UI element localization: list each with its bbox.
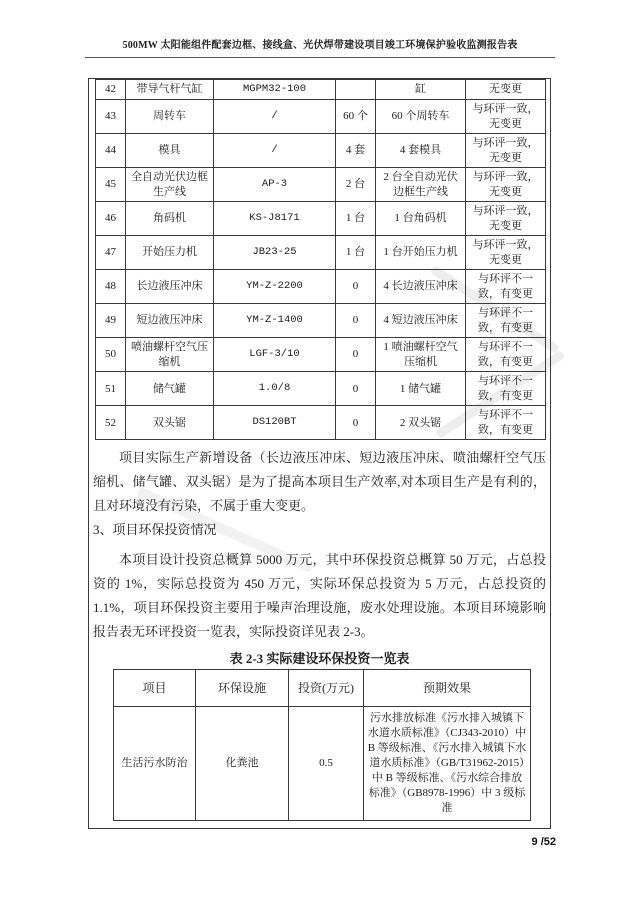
- cell-quantity: [336, 80, 376, 100]
- cell-quantity: 0: [336, 338, 376, 372]
- cell-actual-equipment: 2 双头锯: [376, 406, 466, 440]
- cell-quantity: 0: [336, 406, 376, 440]
- table-row: [96, 406, 546, 440]
- cell-actual-equipment: 60 个周转车: [376, 100, 466, 134]
- cell-quantity: 1 台: [336, 202, 376, 236]
- section-3-title: 3、项目环保投资情况: [93, 522, 217, 538]
- cell-effect: 污水排放标准《污水排入城镇下水道水质标准》（CJ343-2010）中 B 等级标准、《污水排入城镇下水道水质标准》（GB/T31962-2015）中 B 等级标准、《污水综合排放标准》（GB8978-1996）中 3 级标准: [364, 707, 531, 821]
- cell-equipment-name: 长边液压冲床: [126, 270, 214, 304]
- cell-row-number: 49: [96, 304, 126, 338]
- cell-model: MGPM32-100: [214, 80, 336, 100]
- table-row: [96, 80, 546, 100]
- cell-actual-equipment: 4 长边液压冲床: [376, 270, 466, 304]
- cell-investment: 0.5: [289, 707, 364, 821]
- cell-row-number: 48: [96, 270, 126, 304]
- table-row: [96, 100, 546, 134]
- cell-actual-equipment: 2 台全自动光伏边框生产线: [376, 168, 466, 202]
- cell-model: YM-Z-1400: [214, 304, 336, 338]
- cell-row-number: 52: [96, 406, 126, 440]
- cell-equipment-name: 双头锯: [126, 406, 214, 440]
- investment-table: [113, 669, 531, 821]
- cell-actual-equipment: 4 套模具: [376, 134, 466, 168]
- cell-change-status: 无变更: [466, 80, 546, 100]
- cell-actual-equipment: 缸: [376, 80, 466, 100]
- cell-equipment-name: 储气罐: [126, 372, 214, 406]
- paragraph-equipment-change: 项目实际生产新增设备（长边液压冲床、短边液压冲床、喷油螺杆空气压缩机、储气罐、双头锯）是为了提高本项目生产效率,对本项目生产是有利的，且对环境没有污染，不属于重大变更。: [93, 450, 546, 514]
- cell-equipment-name: 短边液压冲床: [126, 304, 214, 338]
- table-row: [96, 304, 546, 338]
- cell-actual-equipment: 4 短边液压冲床: [376, 304, 466, 338]
- cell-change-status: 与环评不一致，有变更: [466, 270, 546, 304]
- cell-change-status: 与环评一致，无变更: [466, 168, 546, 202]
- cell-model: LGF-3/10: [214, 338, 336, 372]
- cell-change-status: 与环评一致，无变更: [466, 100, 546, 134]
- paragraph-investment: 本项目设计投资总概算 5000 万元，其中环保投资总概算 50 万元，占总投资的 1%，实际总投资为 450 万元，实际环保总投资为 5 万元，占总投资的 1.1%，项目环保投资主要用于噪声治理设施，废水处理设施。本项目环境影响报告表无环评投资一览表，实际投资详见表 2-3。: [93, 552, 546, 640]
- cell-change-status: 与环评不一致，有变更: [466, 372, 546, 406]
- table-row: [96, 202, 546, 236]
- cell-model: 1.0/8: [214, 372, 336, 406]
- table-header-row: [114, 670, 531, 707]
- table-row: [96, 338, 546, 372]
- header-facility: 环保设施: [196, 670, 289, 707]
- cell-quantity: 1 台: [336, 236, 376, 270]
- cell-model: YM-Z-2200: [214, 270, 336, 304]
- table-row: [96, 270, 546, 304]
- cell-row-number: 44: [96, 134, 126, 168]
- cell-equipment-name: 模具: [126, 134, 214, 168]
- cell-change-status: 与环评不一致，有变更: [466, 304, 546, 338]
- cell-equipment-name: 周转车: [126, 100, 214, 134]
- table-row: [96, 372, 546, 406]
- cell-change-status: 与环评一致，无变更: [466, 236, 546, 270]
- cell-change-status: 与环评一致，无变更: [466, 202, 546, 236]
- header-investment: 投资(万元): [289, 670, 364, 707]
- table-row: [96, 236, 546, 270]
- cell-model: /: [214, 100, 336, 134]
- cell-change-status: 与环评不一致，有变更: [466, 406, 546, 440]
- equipment-table-body: [96, 80, 546, 440]
- cell-row-number: 45: [96, 168, 126, 202]
- cell-change-status: 与环评一致，无变更: [466, 134, 546, 168]
- cell-equipment-name: 喷油螺杆空气压缩机: [126, 338, 214, 372]
- cell-model: DS120BT: [214, 406, 336, 440]
- report-form-frame: [88, 78, 551, 829]
- cell-quantity: 0: [336, 372, 376, 406]
- cell-actual-equipment: 1 储气罐: [376, 372, 466, 406]
- cell-model: /: [214, 134, 336, 168]
- cell-model: AP-3: [214, 168, 336, 202]
- cell-row-number: 51: [96, 372, 126, 406]
- cell-quantity: 0: [336, 270, 376, 304]
- cell-row-number: 42: [96, 80, 126, 100]
- cell-equipment-name: 角码机: [126, 202, 214, 236]
- table-row: [96, 134, 546, 168]
- document-header-title: 500MW 太阳能组件配套边框、接线盒、光伏焊带建设项目竣工环境保护验收监测报告表: [85, 36, 555, 58]
- cell-quantity: 60 个: [336, 100, 376, 134]
- table-2-3-caption: 表 2-3 实际建设环保投资一览表: [229, 651, 410, 667]
- cell-row-number: 43: [96, 100, 126, 134]
- cell-model: JB23-25: [214, 236, 336, 270]
- cell-row-number: 47: [96, 236, 126, 270]
- cell-quantity: 0: [336, 304, 376, 338]
- cell-quantity: 2 台: [336, 168, 376, 202]
- header-effect: 预期效果: [364, 670, 531, 707]
- header-project: 项目: [114, 670, 196, 707]
- cell-actual-equipment: 1 台角码机: [376, 202, 466, 236]
- page-number: 9 /52: [531, 836, 556, 848]
- cell-row-number: 50: [96, 338, 126, 372]
- cell-equipment-name: 全自动光伏边框生产线: [126, 168, 214, 202]
- cell-actual-equipment: 1 台开始压力机: [376, 236, 466, 270]
- cell-quantity: 4 套: [336, 134, 376, 168]
- cell-actual-equipment: 1 喷油螺杆空气压缩机: [376, 338, 466, 372]
- equipment-table: [95, 79, 546, 440]
- table-row: [114, 707, 531, 821]
- cell-model: KS-J8171: [214, 202, 336, 236]
- cell-row-number: 46: [96, 202, 126, 236]
- cell-change-status: 与环评不一致，有变更: [466, 338, 546, 372]
- cell-equipment-name: 开始压力机: [126, 236, 214, 270]
- table-row: [96, 168, 546, 202]
- cell-facility: 化粪池: [196, 707, 289, 821]
- cell-project: 生活污水防治: [114, 707, 196, 821]
- cell-equipment-name: 带导气杆气缸: [126, 80, 214, 100]
